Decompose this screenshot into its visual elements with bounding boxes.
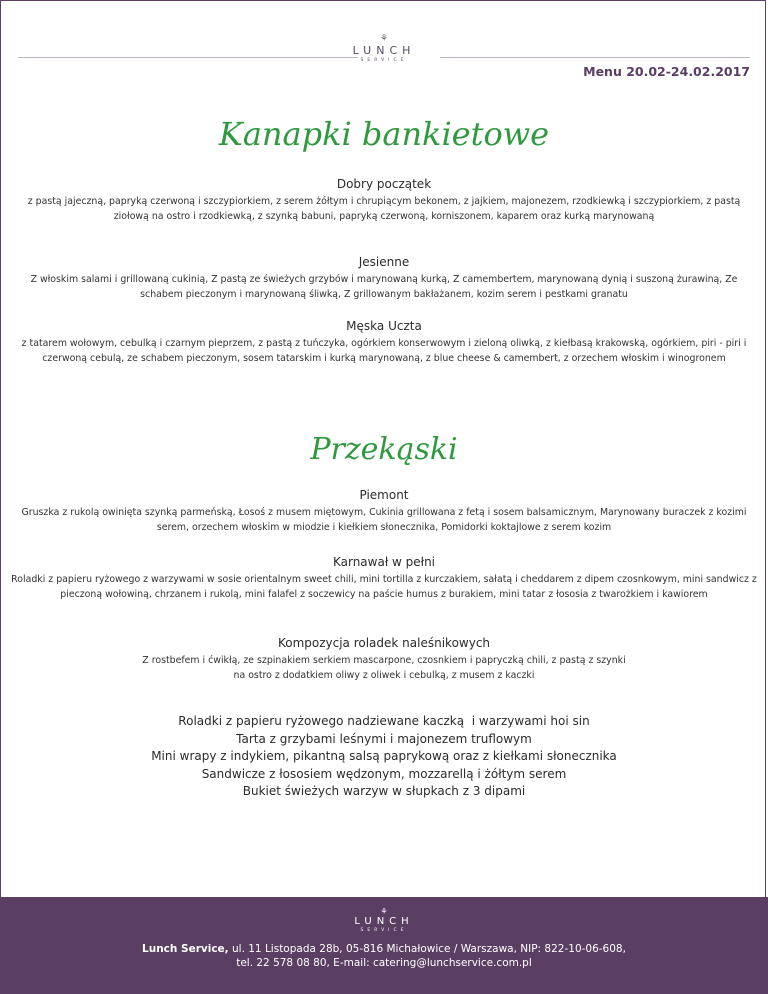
item-description: Gruszka z rukolą owinięta szynką parmeńską, Łosoś z musem miętowym, Cukinia grillowana z fetą i sosem balsamicznym, Marynowany buraczek z kozimi serem, orzechem włoskim w miodzie i kiełkiem słonecznika, Pomidorki koktajlowe z serem kozim	[21, 507, 747, 533]
item-name: Dobry początek	[336, 177, 432, 191]
menu-date: Menu 20.02-24.02.2017	[583, 64, 750, 79]
footer-logo-subword: SERVICE	[360, 928, 408, 933]
menu-item	[10, 176, 758, 224]
list-item: Roladki z papieru ryżowego nadziewane kaczką i warzywami hoi sin	[178, 714, 590, 728]
item-description: z tatarem wołowym, cebulką i czarnym pieprzem, z pastą z tuńczyka, ogórkiem konserwowym i zieloną oliwką, z kiełbasą krakowską, ogórkiem, piri - piri i czerwoną cebulą, ze schabem pieczonym, sosem tatarskim i kurką marynowaną, z blue cheese & camembert, z orzechem włoskim i winogronem	[21, 338, 747, 364]
item-description: Roladki z papieru ryżowego z warzywami w sosie orientalnym sweet chili, mini tortilla z kurczakiem, sałatą i cheddarem z dipem czosnkowym, mini sandwicz z pieczoną wołowiną, chrzanem i rukolą, mini falafel z soczewicy na paście humus z burakiem, mini tatar z łososia z twarożkiem i kawiorem	[11, 574, 757, 600]
item-name: Piemont	[359, 488, 409, 502]
logo-fork-icon: ⚘	[379, 34, 389, 44]
logo-subword: SERVICE	[360, 58, 408, 63]
footer-company: Lunch Service,	[142, 943, 229, 955]
menu-item	[140, 635, 628, 683]
menu-item	[10, 487, 758, 535]
footer-contact: tel. 22 578 08 80, E-mail: catering@lunchservice.com.pl	[236, 957, 532, 969]
section-title-przekaski: Przekąski	[310, 432, 458, 467]
footer-logo	[0, 907, 768, 934]
footer-logo-word: LUNCH	[354, 916, 414, 927]
item-description: Z rostbefem i ćwikłą, ze szpinakiem serkiem mascarpone, czosnkiem i papryczką chili, z pastą z szynki na ostro z dodatkiem oliwy z oliwek i cebulką, z musem z kaczki	[142, 655, 626, 681]
item-name: Karnawał w pełni	[332, 555, 436, 569]
menu-item	[6, 554, 762, 602]
section-title-kanapki: Kanapki bankietowe	[218, 115, 550, 153]
footer-address-line1: ul. 11 Listopada 28b, 05-816 Michałowice / Warszawa, NIP: 822-10-06-608,	[228, 943, 626, 955]
header-logo	[0, 34, 768, 64]
item-description: Z włoskim salami i grillowaną cukinią, Z pastą ze świeżych grzybów i marynowaną kurką, Z camembertem, marynowaną dynią i suszoną żurawiną, Ze schabem pieczonym i marynowaną śliwką, Z grillowanym bakłażanem, kozim serem i pestkami granatu	[30, 274, 738, 300]
item-name: Kompozycja roladek naleśnikowych	[277, 636, 491, 650]
footer-address	[0, 942, 768, 970]
item-description: z pastą jajeczną, papryką czerwoną i szczypiorkiem, z serem żółtym i chrupiącym bekonem, z jajkiem, majonezem, rzodkiewką i szczypiorkiem, z pastą ziołową na ostro i rzodkiewką, z szynką babuni, papryką czerwoną, korniszonem, kaparem oraz kurką marynowaną	[27, 196, 741, 222]
list-item: Bukiet świeżych warzyw w słupkach z 3 dipami	[242, 784, 526, 798]
menu-item	[10, 318, 758, 366]
list-item: Tarta z grzybami leśnymi i majonezem truflowym	[236, 731, 532, 746]
item-name: Jesienne	[358, 255, 410, 269]
list-item: Sandwicze z łososiem wędzonym, mozzarellą i żółtym serem	[201, 766, 567, 781]
list-item: Mini wrapy z indykiem, pikantną salsą paprykową oraz z kiełkami słonecznika	[151, 749, 617, 763]
logo-word: LUNCH	[352, 44, 416, 57]
footer	[0, 897, 768, 994]
menu-item	[10, 254, 758, 302]
item-name: Męska Uczta	[346, 319, 422, 333]
snack-list	[0, 713, 768, 801]
footer-logo-fork-icon: ⚘	[380, 907, 388, 916]
